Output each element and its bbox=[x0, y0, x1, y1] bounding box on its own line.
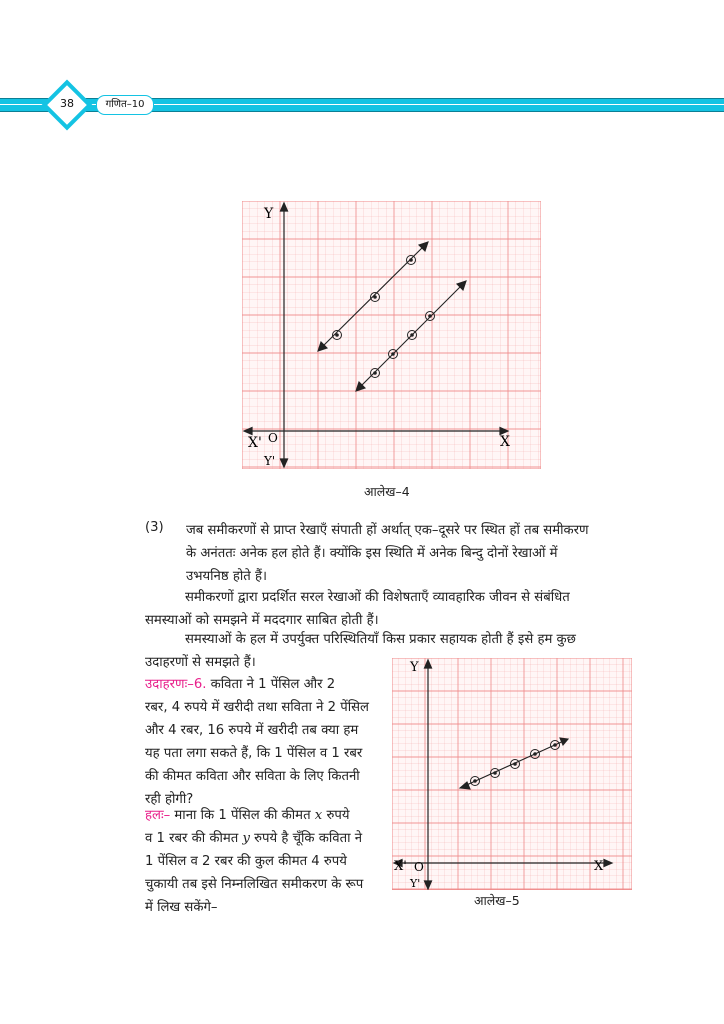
example-6-line-6: रही होगी? bbox=[145, 792, 194, 807]
graph-4 bbox=[242, 201, 541, 469]
solution-line-4: चुकायी तब इसे निम्नलिखित समीकरण के रूप bbox=[145, 877, 364, 892]
example-6-label: उदाहरणः–6. bbox=[145, 677, 207, 692]
x-neg-axis-label: X' bbox=[248, 435, 262, 451]
example-6-line-3: और 4 रबर, 16 रुपये में खरीदी तब क्या हम bbox=[145, 723, 359, 738]
x-neg-axis-label: X' bbox=[394, 859, 407, 874]
para-3-line-1: जब समीकरणों से प्राप्त रेखाएँ संपाती हों अर्थात् एक–दूसरे पर स्थित हों तब समीकरण bbox=[186, 523, 589, 538]
solution-line-2b: रुपये है चूँकि कविता ने bbox=[254, 831, 363, 846]
example-6-line-5: की कीमत कविता और सविता के लिए कितनी bbox=[145, 769, 360, 784]
solution-line-3: 1 पेंसिल व 2 रबर की कुल कीमत 4 रुपये bbox=[145, 854, 347, 869]
variable-y: y bbox=[242, 831, 250, 846]
para-5-line-1: समस्याओं के हल में उपर्युक्त परिस्थितियाँ किस प्रकार सहायक होती हैं इसे हम कुछ bbox=[185, 632, 576, 647]
page-number: 38 bbox=[60, 97, 74, 110]
graph-5 bbox=[392, 658, 632, 890]
example-6-line-1: कविता ने 1 पेंसिल और 2 bbox=[210, 677, 336, 692]
y-neg-axis-label: Y' bbox=[264, 454, 276, 468]
x-axis-label: X bbox=[594, 859, 604, 874]
y-axis-label: Y bbox=[264, 206, 274, 222]
para-3-line-3: उभयनिष्ठ होते हैं। bbox=[186, 569, 267, 584]
y-neg-axis-label: Y' bbox=[410, 877, 421, 890]
para-4-line-2: समस्याओं को समझने में मददगार साबित होती हैं। bbox=[145, 613, 379, 628]
origin-label: O bbox=[414, 860, 424, 874]
solution-label: हलः– bbox=[145, 808, 171, 823]
x-axis-label: X bbox=[500, 434, 510, 450]
example-6-line-2: रबर, 4 रुपये में खरीदी तथा सविता ने 2 पेंसिल bbox=[145, 700, 369, 715]
para-4-line-1: समीकरणों द्वारा प्रदर्शित सरल रेखाओं की विशेषताएँ व्यावहारिक जीवन से संबंधित bbox=[185, 590, 570, 605]
variable-x: x bbox=[314, 808, 323, 823]
solution-line-5: में लिख सकेंगे– bbox=[145, 900, 218, 915]
para-3-line-2: के अनंततः अनेक हल होते हैं। क्योंकि इस स्थिति में अनेक बिन्दु दोनों रेखाओं में bbox=[186, 546, 558, 561]
example-6-line-4: यह पता लगा सकते हैं, कि 1 पेंसिल व 1 रबर bbox=[145, 746, 363, 761]
figure-5-caption: आलेख–5 bbox=[474, 893, 520, 908]
figure-4-caption: आलेख–4 bbox=[364, 484, 410, 499]
solution-line-2a: व 1 रबर की कीमत bbox=[145, 831, 239, 846]
origin-label: O bbox=[268, 431, 278, 445]
solution-line-1a: माना कि 1 पेंसिल की कीमत bbox=[174, 808, 311, 823]
solution-line-1b: रुपये bbox=[326, 808, 350, 823]
y-axis-label: Y bbox=[410, 660, 419, 675]
page-number-diamond bbox=[42, 80, 92, 130]
para-3-number: (3) bbox=[145, 520, 164, 535]
para-5-line-2: उदाहरणों से समझते हैं। bbox=[145, 655, 256, 670]
book-title: गणित–10 bbox=[96, 95, 154, 115]
